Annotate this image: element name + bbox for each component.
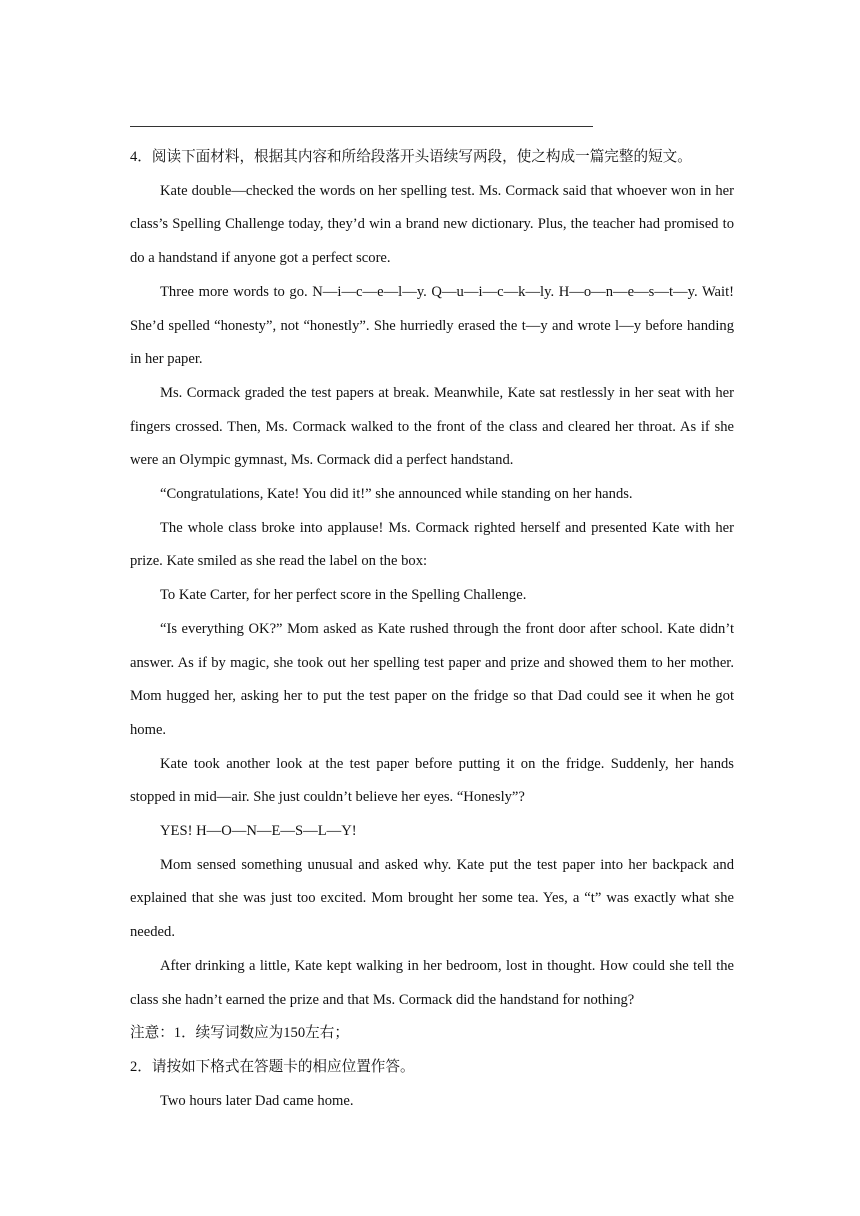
story-paragraph: “Is everything OK?” Mom asked as Kate rushed through the front door after school. Kate didn’t answer. As if by magic, she took out her spelling test paper and prize and showed them to her mother. Mom hugged her, asking her to put the test paper on the fridge so that Dad could see it when he got home.: [130, 620, 734, 738]
story-paragraph: Ms. Cormack graded the test papers at break. Meanwhile, Kate sat restlessly in her seat with her fingers crossed. Then, Ms. Cormack walked to the front of the class and cleared her throat. As if she were an Olympic gymnast, Ms. Cormack did a perfect handstand.: [130, 384, 734, 469]
continuation-opening: Two hours later Dad came home.: [160, 1092, 354, 1109]
question-content: [130, 141, 734, 1118]
story-paragraph: After drinking a little, Kate kept walking in her bedroom, lost in thought. How could she tell the class she hadn’t earned the prize and that Ms. Cormack did the handstand for nothing?: [130, 957, 734, 1008]
question-header: 4．阅读下面材料，根据其内容和所给段落开头语续写两段，使之构成一篇完整的短文。: [130, 149, 692, 165]
note-answer-format: 2．请按如下格式在答题卡的相应位置作答。: [130, 1058, 415, 1075]
story-paragraph: The whole class broke into applause! Ms. Cormack righted herself and presented Kate with her prize. Kate smiled as she read the label on the box:: [130, 519, 734, 570]
story-paragraph: Mom sensed something unusual and asked why. Kate put the test paper into her backpack and explained that she was just too excited. Mom brought her some tea. Yes, a “t” was exactly what she needed.: [130, 856, 734, 941]
top-separator-line: [130, 126, 593, 127]
story-paragraph: To Kate Carter, for her perfect score in the Spelling Challenge.: [160, 587, 527, 604]
story-paragraph: YES! H—O—N—E—S—L—Y!: [160, 823, 357, 840]
note-word-count: 注意：1．续写词数应为150左右；: [130, 1025, 349, 1042]
story-paragraph: Kate took another look at the test paper before putting it on the fridge. Suddenly, her hands stopped in mid—air. She just couldn’t believe her eyes. “Honesly”?: [130, 755, 734, 806]
story-paragraph: Three more words to go. N—i—c—e—l—y. Q—u—i—c—k—ly. H—o—n—e—s—t—y. Wait! She’d spelled “honesty”, not “honestly”. She hurriedly erased the t—y and wrote l—y before handing in her paper.: [130, 283, 734, 368]
story-paragraph: “Congratulations, Kate! You did it!” she announced while standing on her hands.: [160, 486, 633, 503]
story-paragraph: Kate double—checked the words on her spelling test. Ms. Cormack said that whoever won in her class’s Spelling Challenge today, they’d win a brand new dictionary. Plus, the teacher had promised to do a handstand if anyone got a perfect score.: [130, 182, 734, 267]
